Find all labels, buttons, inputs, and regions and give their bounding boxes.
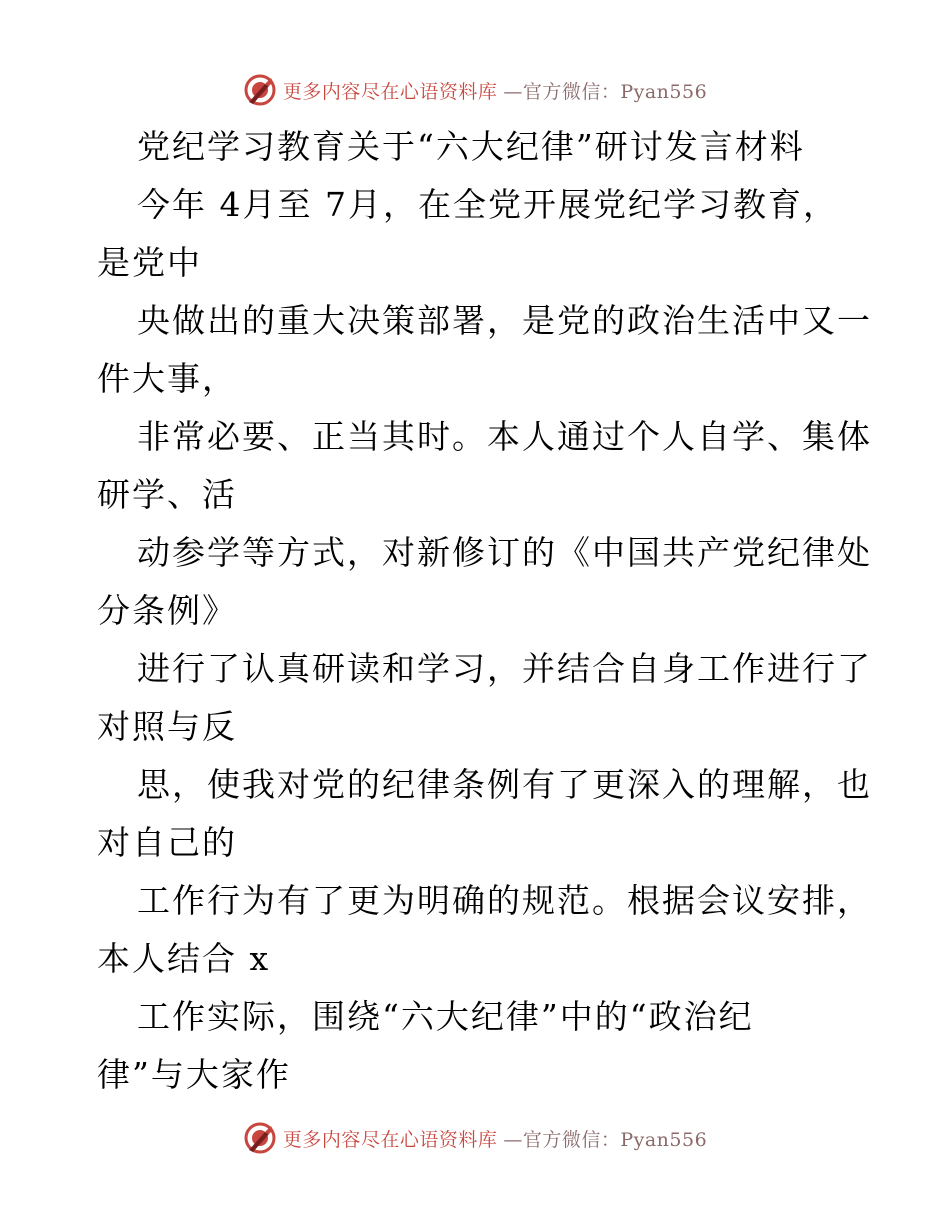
paragraph-line: 央做出的重大决策部署，是党的政治生活中又一 [137, 301, 872, 340]
header-watermark-banner [0, 70, 950, 110]
pen-logo-icon [243, 73, 277, 107]
document-title: 党纪学习教育关于“六大纪律”研讨发言材料 [137, 127, 805, 166]
paragraph-line: 进行了认真研读和学习，并结合自身工作进行了 [137, 649, 872, 688]
paragraph-line: 本人结合 x [97, 939, 271, 978]
paragraph-line: 对照与反 [97, 707, 237, 746]
paragraph-line: 非常必要、正当其时。本人通过个人自学、集体 [137, 417, 872, 456]
footer-brand-text: 更多内容尽在心语资料库 [282, 1128, 498, 1151]
footer-contact-text: —官方微信：Pyan556 [503, 1128, 708, 1151]
paragraph-line: 思，使我对党的纪律条例有了更深入的理解，也 [137, 765, 872, 804]
footer-watermark-banner [0, 1118, 950, 1158]
document-body [97, 118, 872, 1104]
paragraph-line: 工作行为有了更为明确的规范。根据会议安排， [137, 881, 872, 920]
paragraph-line: 律”与大家作 [97, 1055, 291, 1094]
paragraph-line: 是党中 [97, 243, 202, 282]
header-brand-text: 更多内容尽在心语资料库 [282, 80, 498, 103]
pen-logo-icon [243, 1121, 277, 1155]
header-contact-text: —官方微信：Pyan556 [503, 80, 708, 103]
paragraph-line: 分条例》 [97, 591, 237, 630]
paragraph-line: 今年 4月至 7月，在全党开展党纪学习教育， [137, 185, 838, 224]
paragraph-line: 工作实际，围绕“六大纪律”中的“政治纪 [137, 997, 754, 1036]
paragraph-line: 动参学等方式，对新修订的《中国共产党纪律处 [137, 533, 872, 572]
paragraph-line: 件大事， [97, 359, 237, 398]
paragraph-line: 对自己的 [97, 823, 237, 862]
paragraph-line: 研学、活 [97, 475, 237, 514]
